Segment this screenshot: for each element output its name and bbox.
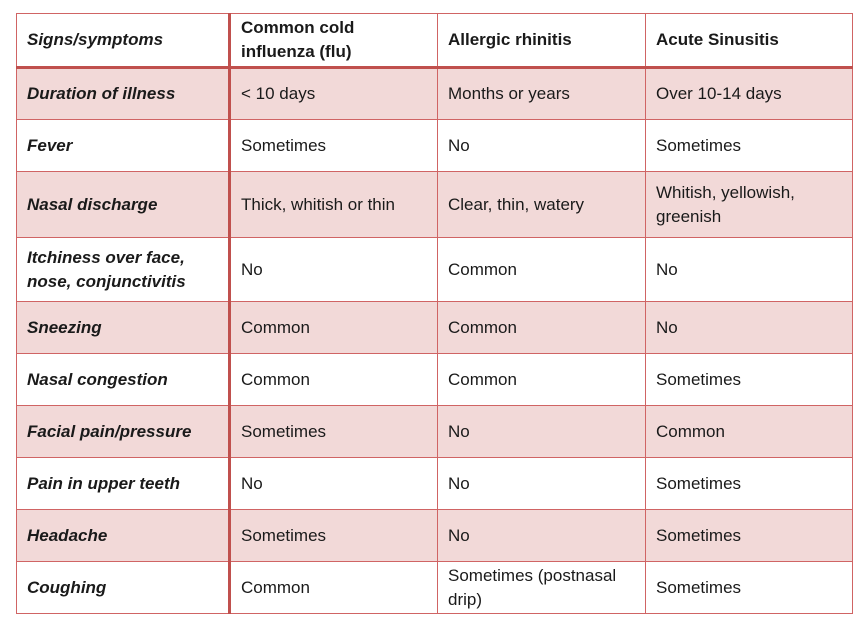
table-cell: Common [230,562,438,614]
table-cell: Common [646,406,853,458]
table-row [17,68,853,120]
table-cell: Sometimes [646,354,853,406]
row-label: Sneezing [17,302,230,354]
row-label: Nasal discharge [17,172,230,238]
header-acute-sinusitis: Acute Sinusitis [646,14,853,68]
table-cell: No [230,458,438,510]
header-allergic-rhinitis: Allergic rhinitis [438,14,646,68]
header-common-cold: Common cold influenza (flu) [230,14,438,68]
table-row [17,354,853,406]
table-row [17,510,853,562]
table-cell: Sometimes [646,120,853,172]
row-label: Pain in upper teeth [17,458,230,510]
table-cell: Sometimes [230,120,438,172]
row-label: Duration of illness [17,68,230,120]
table-row [17,302,853,354]
table-cell: No [646,238,853,302]
table-cell: Sometimes [230,406,438,458]
row-label: Coughing [17,562,230,614]
table-row [17,120,853,172]
table-row [17,562,853,614]
table-cell: Common [438,302,646,354]
table-cell: Sometimes [646,562,853,614]
row-label: Nasal congestion [17,354,230,406]
row-label: Fever [17,120,230,172]
table-cell: Common [438,238,646,302]
row-label: Headache [17,510,230,562]
table-cell: Common [230,302,438,354]
table-row [17,172,853,238]
row-label: Facial pain/pressure [17,406,230,458]
row-label: Itchiness over face, nose, conjunctivitis [17,238,230,302]
table-cell: Months or years [438,68,646,120]
table-cell: No [646,302,853,354]
table-cell: Common [438,354,646,406]
table-cell: Over 10-14 days [646,68,853,120]
table-cell: Whitish, yellowish, greenish [646,172,853,238]
table-cell: No [438,406,646,458]
table-cell: Sometimes [230,510,438,562]
table-cell: Thick, whitish or thin [230,172,438,238]
symptom-comparison-table [16,13,853,614]
table-cell: Sometimes [646,458,853,510]
table-cell: Common [230,354,438,406]
table-cell: No [438,120,646,172]
table-row [17,406,853,458]
header-signs-symptoms: Signs/symptoms [17,14,230,68]
table-cell: No [230,238,438,302]
table-cell: < 10 days [230,68,438,120]
header-row [17,14,853,68]
table-cell: Sometimes [646,510,853,562]
table-row [17,238,853,302]
table-cell: No [438,458,646,510]
table-cell: Clear, thin, watery [438,172,646,238]
symptom-comparison-table-container [16,13,852,614]
table-cell: Sometimes (postnasal drip) [438,562,646,614]
table-cell: No [438,510,646,562]
table-row [17,458,853,510]
